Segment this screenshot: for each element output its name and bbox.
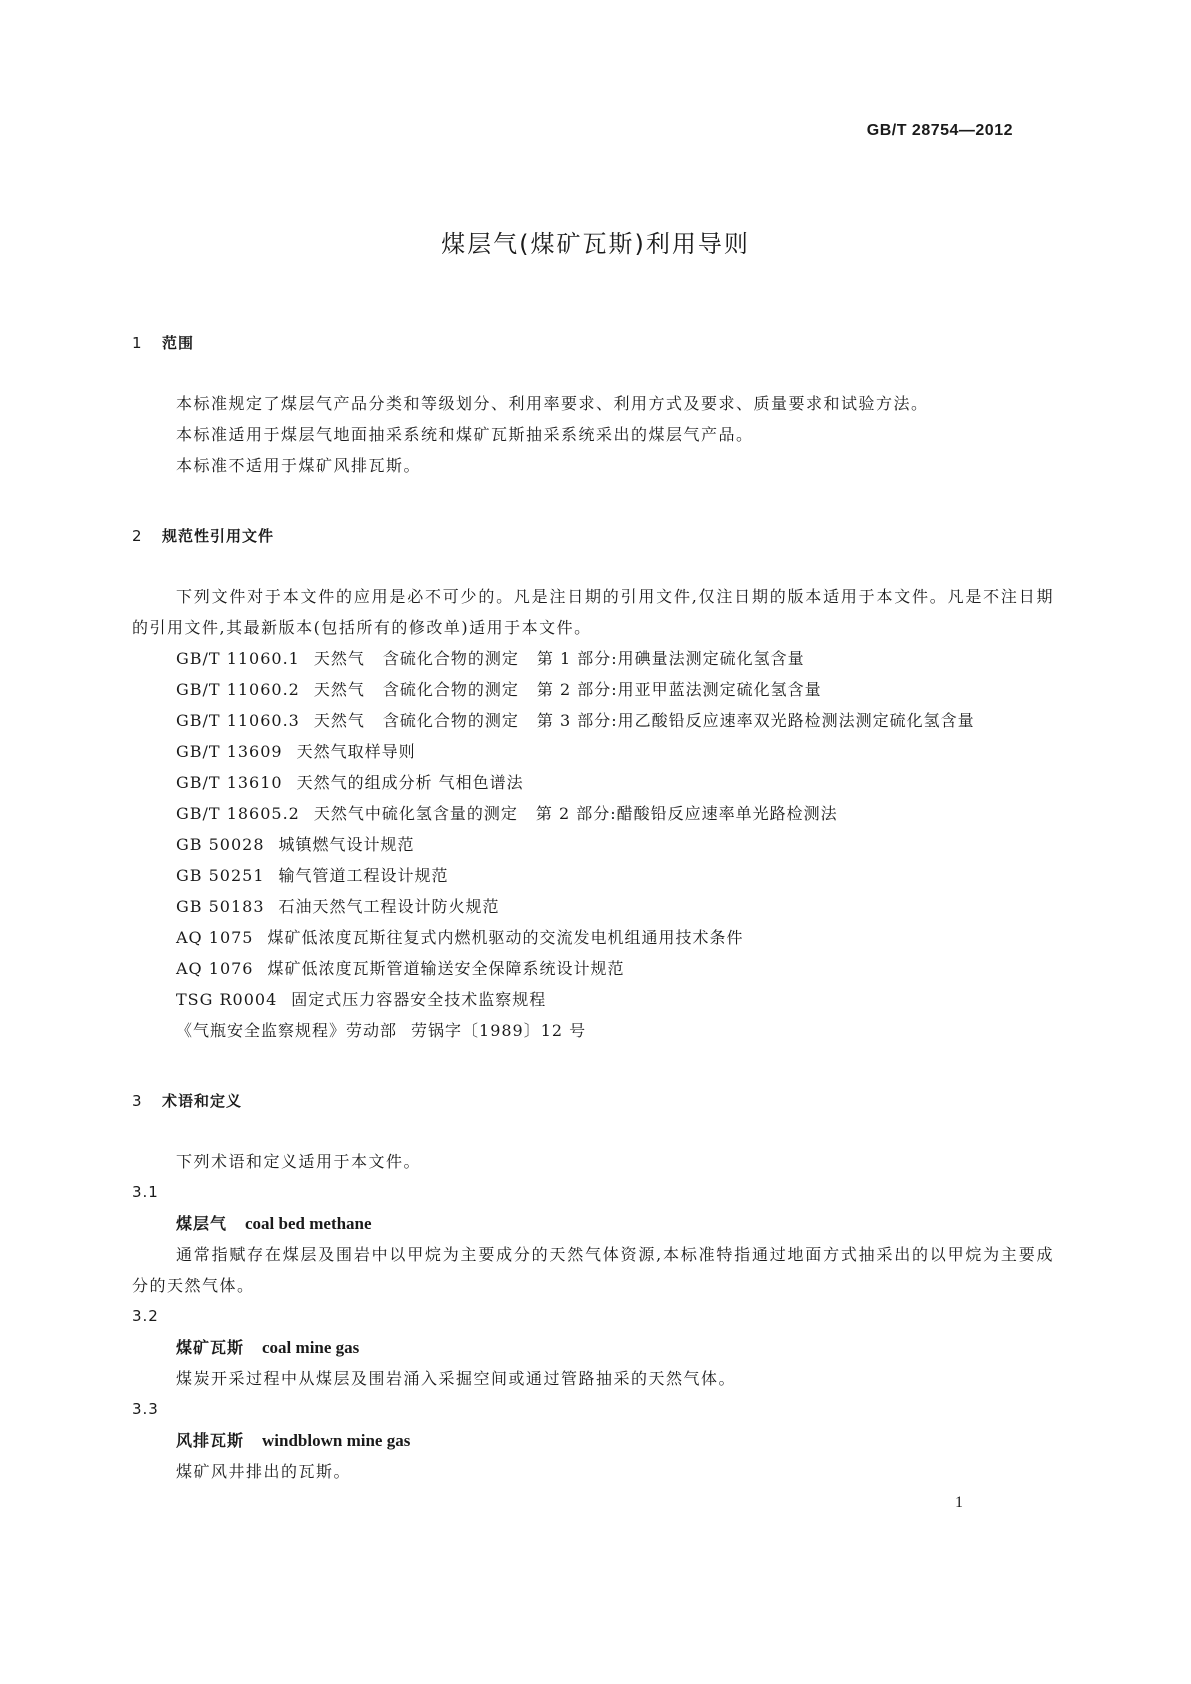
term-en: coal mine gas <box>262 1338 360 1357</box>
reference-part: 天然气 <box>313 649 365 668</box>
term-definition: 通常指赋存在煤层及围岩中以甲烷为主要成分的天然气体资源,本标准特指通过地面方式抽采出的以甲烷为主要成分的天然气体。 <box>132 1245 1054 1295</box>
reference-part: 天然气中硫化氢含量的测定 <box>313 804 518 823</box>
reference-item <box>132 705 1054 736</box>
reference-item <box>132 643 1054 674</box>
reference-title: 煤矿低浓度瓦斯管道输送安全保障系统设计规范 <box>267 959 625 978</box>
section-number: 1 <box>132 334 143 352</box>
reference-title: 固定式压力容器安全技术监察规程 <box>291 990 547 1009</box>
reference-title: 城镇燃气设计规范 <box>278 835 415 854</box>
reference-part: 天然气 <box>313 711 365 730</box>
reference-item <box>132 736 1054 767</box>
reference-code: TSG R0004 <box>176 990 278 1009</box>
term-entry <box>132 1208 1054 1239</box>
section-2-heading <box>132 525 1054 547</box>
paragraph: 下列文件对于本文件的应用是必不可少的。凡是注日期的引用文件,仅注日期的版本适用于本文件。凡是不注日期的引用文件,其最新版本(包括所有的修改单)适用于本文件。 <box>132 587 1054 637</box>
reference-code: GB/T 11060.2 <box>176 680 300 699</box>
reference-code: GB/T 11060.1 <box>176 649 300 668</box>
reference-part: 含硫化合物的测定 <box>382 711 519 730</box>
reference-part: 第 2 部分:醋酸铅反应速率单光路检测法 <box>535 804 838 823</box>
reference-item <box>132 674 1054 705</box>
term-en: windblown mine gas <box>262 1431 411 1450</box>
section-title: 规范性引用文件 <box>162 527 275 545</box>
paragraph: 本标准规定了煤层气产品分类和等级划分、利用率要求、利用方式及要求、质量要求和试验方法。 <box>176 394 929 413</box>
term-entry <box>132 1425 1054 1456</box>
reference-item <box>132 953 1054 984</box>
reference-item <box>132 767 1054 798</box>
term-number: 3.3 <box>132 1400 159 1418</box>
reference-item <box>132 922 1054 953</box>
paragraph: 下列术语和定义适用于本文件。 <box>176 1152 422 1171</box>
document-body <box>132 332 1054 1487</box>
section-title: 范围 <box>162 334 195 352</box>
reference-code: AQ 1075 <box>176 928 254 947</box>
document-title: 煤层气(煤矿瓦斯)利用导则 <box>441 230 750 258</box>
reference-code: GB/T 11060.3 <box>176 711 300 730</box>
reference-title: 劳锅字〔1989〕12 号 <box>411 1021 587 1040</box>
reference-title: 天然气取样导则 <box>296 742 416 761</box>
term-definition: 煤矿风井排出的瓦斯。 <box>176 1462 352 1481</box>
page-number: 1 <box>955 1494 963 1511</box>
reference-item <box>132 1015 1054 1046</box>
reference-title: 天然气的组成分析 气相色谱法 <box>296 773 524 792</box>
reference-title: 石油天然气工程设计防火规范 <box>278 897 500 916</box>
reference-item <box>132 829 1054 860</box>
reference-item <box>132 798 1054 829</box>
term-entry <box>132 1332 1054 1363</box>
term-zh: 煤层气 <box>176 1214 228 1233</box>
reference-code: GB 50183 <box>176 897 265 916</box>
reference-code: 《气瓶安全监察规程》劳动部 <box>176 1021 398 1040</box>
section-number: 2 <box>132 527 143 545</box>
section-3-heading <box>132 1090 1054 1112</box>
reference-part: 天然气 <box>313 680 365 699</box>
section-number: 3 <box>132 1092 143 1110</box>
paragraph: 本标准不适用于煤矿风排瓦斯。 <box>176 456 422 475</box>
term-zh: 煤矿瓦斯 <box>176 1338 245 1357</box>
reference-part: 第 1 部分:用碘量法测定硫化氢含量 <box>536 649 805 668</box>
section-1-heading <box>132 332 1054 354</box>
reference-title: 煤矿低浓度瓦斯往复式内燃机驱动的交流发电机组通用技术条件 <box>267 928 744 947</box>
reference-code: GB/T 13610 <box>176 773 283 792</box>
reference-item <box>132 984 1054 1015</box>
reference-code: GB/T 13609 <box>176 742 283 761</box>
paragraph: 本标准适用于煤层气地面抽采系统和煤矿瓦斯抽采系统采出的煤层气产品。 <box>176 425 754 444</box>
reference-part: 第 2 部分:用亚甲蓝法测定硫化氢含量 <box>536 680 822 699</box>
reference-part: 含硫化合物的测定 <box>382 649 519 668</box>
reference-item <box>132 860 1054 891</box>
reference-code: GB 50251 <box>176 866 265 885</box>
standard-id: GB/T 28754—2012 <box>866 122 1013 139</box>
term-number: 3.1 <box>132 1183 159 1201</box>
reference-part: 含硫化合物的测定 <box>382 680 519 699</box>
reference-part: 第 3 部分:用乙酸铅反应速率双光路检测法测定硫化氢含量 <box>536 711 975 730</box>
reference-code: GB/T 18605.2 <box>176 804 300 823</box>
term-en: coal bed methane <box>245 1214 372 1233</box>
reference-title: 输气管道工程设计规范 <box>278 866 449 885</box>
term-zh: 风排瓦斯 <box>176 1431 245 1450</box>
reference-code: AQ 1076 <box>176 959 254 978</box>
term-number: 3.2 <box>132 1307 159 1325</box>
reference-code: GB 50028 <box>176 835 265 854</box>
term-definition: 煤炭开采过程中从煤层及围岩涌入采掘空间或通过管路抽采的天然气体。 <box>176 1369 737 1388</box>
section-title: 术语和定义 <box>162 1092 243 1110</box>
reference-item <box>132 891 1054 922</box>
